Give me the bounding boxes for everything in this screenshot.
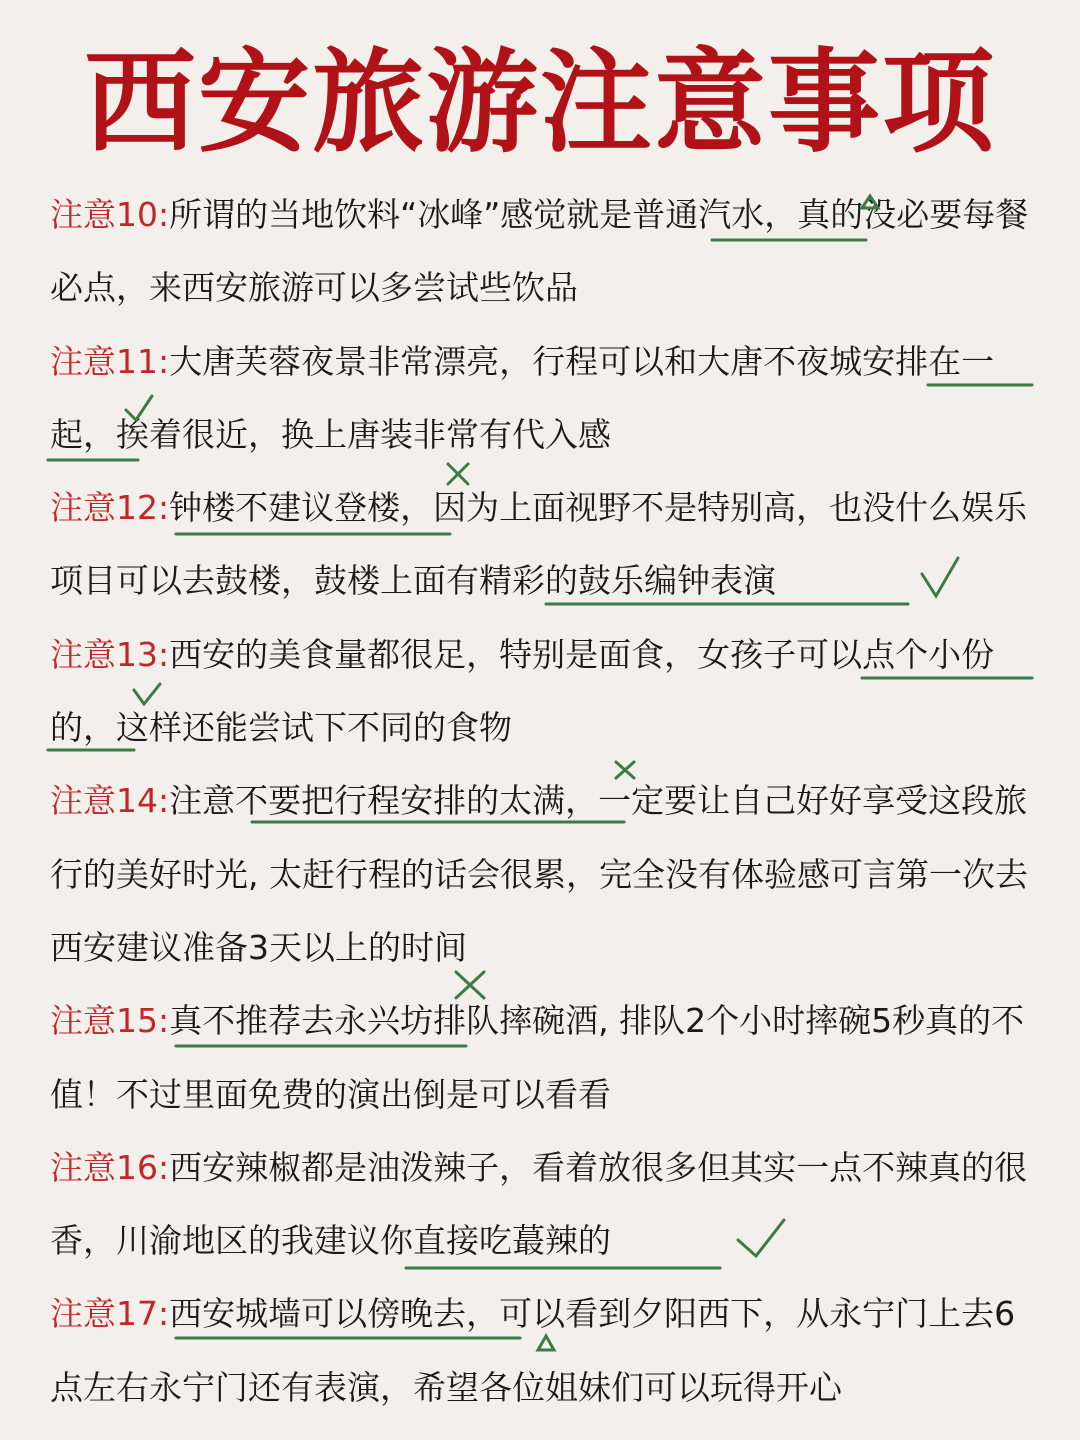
page-title: 西安旅游注意事项	[84, 37, 996, 168]
note-text: 注意不要把行程安排的太满，一定要让自己好好享受这段旅行的美好时光, 太赶行程的话会很累，完全没有体验感可言第一次去西安建议准备3天以上的时间	[50, 781, 1028, 967]
note-label: 注意12:	[50, 488, 170, 528]
note-text: 大唐芙蓉夜景非常漂亮，行程可以和大唐不夜城安排在一起，挨着很近，换上唐装非常有代入感	[50, 341, 995, 454]
note-label: 注意13:	[50, 634, 170, 674]
note-15	[50, 984, 1040, 1131]
note-text: 西安城墙可以傍晚去，可以看到夕阳西下，从永宁门上去6点左右永宁门还有表演，希望各位姐妹们可以玩得开心	[50, 1294, 1016, 1407]
note-13	[50, 618, 1040, 765]
note-14	[50, 764, 1040, 984]
note-11	[50, 325, 1040, 472]
note-label: 注意10:	[50, 195, 170, 234]
note-text: 钟楼不建议登楼，因为上面视野不是特别高，也没什么娱乐项目可以去鼓楼，鼓楼上面有精彩的鼓乐编钟表演	[50, 488, 1028, 601]
note-text: 西安辣椒都是油泼辣子，看着放很多但其实一点不辣真的很香，川渝地区的我建议你直接吃蕞辣的	[50, 1147, 1028, 1261]
note-label: 注意17:	[50, 1294, 170, 1334]
note-16	[50, 1131, 1040, 1278]
note-10	[50, 178, 1040, 325]
note-label: 注意11:	[50, 341, 170, 381]
note-17	[50, 1277, 1040, 1424]
note-label: 注意14:	[50, 781, 170, 821]
note-text: 西安的美食量都很足，特别是面食，女孩子可以点个小份的，这样还能尝试下不同的食物	[50, 634, 995, 748]
note-12	[50, 471, 1040, 618]
note-label: 注意16:	[50, 1147, 170, 1187]
notes-list	[50, 178, 1040, 1424]
note-label: 注意15:	[50, 1001, 170, 1041]
note-text: 所谓的当地饮料“冰峰”感觉就是普通汽水，真的没必要每餐必点，来西安旅游可以多尝试些饮品	[50, 195, 1029, 308]
note-text: 真不推荐去永兴坊排队摔碗酒, 排队2个小时摔碗5秒真的不值！不过里面免费的演出倒是可以看看	[50, 1001, 1025, 1114]
